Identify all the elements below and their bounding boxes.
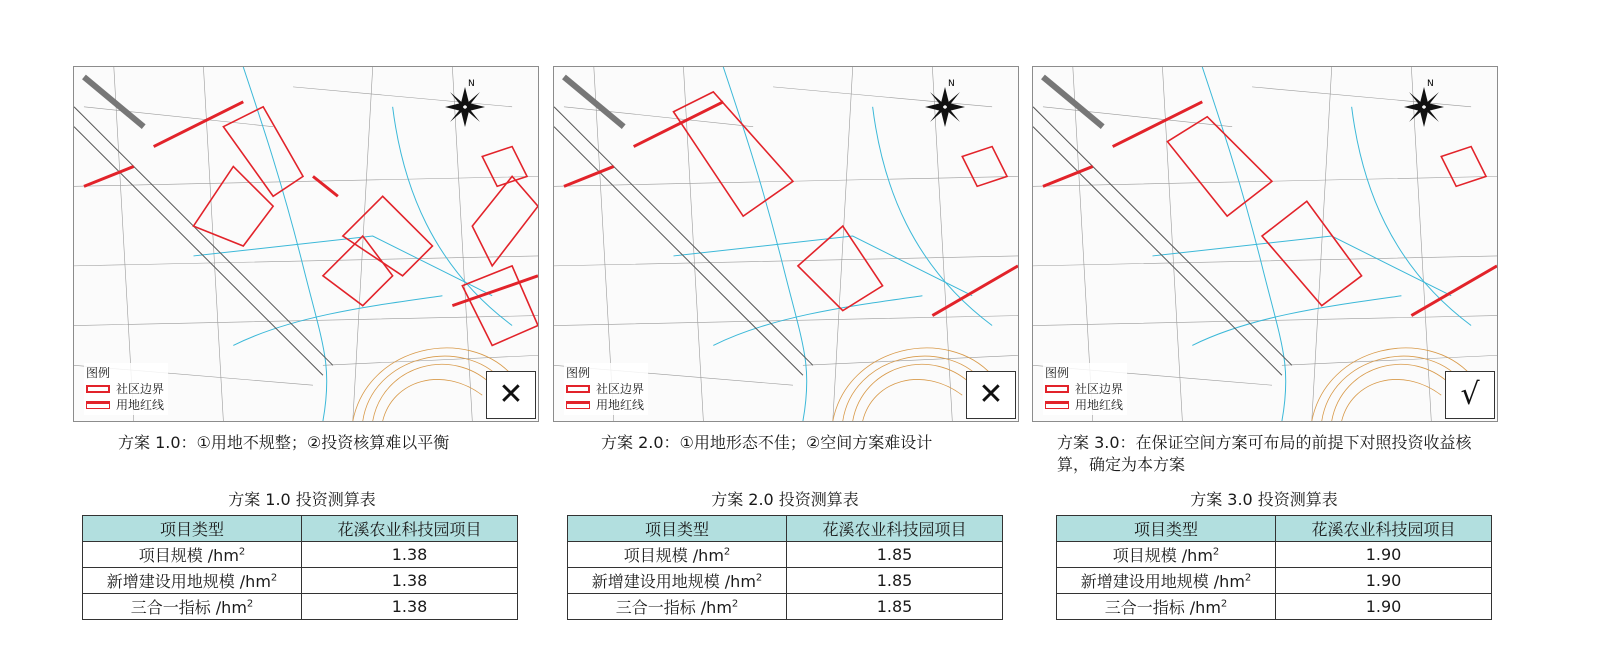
row-value: 1.90 <box>1276 542 1492 568</box>
reject-mark-box <box>486 371 536 419</box>
header-cell: 项目类型 <box>568 516 787 542</box>
header-cell: 项目类型 <box>83 516 302 542</box>
legend-item-red-line <box>566 397 644 413</box>
approve-mark-box <box>1445 371 1495 419</box>
row-value: 1.90 <box>1276 568 1492 594</box>
cross-icon: ✕ <box>978 377 1004 412</box>
plan-2-caption: 方案 2.0：①用地形态不佳；②空间方案难设计 <box>601 433 933 452</box>
legend-title: 图例 <box>566 366 591 380</box>
table-row <box>568 542 1003 568</box>
north-label: N <box>1427 79 1434 89</box>
row-label: 三合一指标 $/hm^2$ <box>568 594 787 620</box>
reject-mark-box <box>966 371 1016 419</box>
legend-item-label: 社区边界 <box>116 382 165 396</box>
legend-title: 图例 <box>86 366 111 380</box>
table-row <box>1057 568 1492 594</box>
table-header-row <box>1057 516 1492 542</box>
table-header-row <box>83 516 518 542</box>
row-label: 项目规模 $/hm^2$ <box>1057 542 1276 568</box>
red-line-swatch <box>566 401 590 409</box>
legend-title: 图例 <box>1045 366 1070 380</box>
legend-item-label: 用地红线 <box>596 398 645 412</box>
row-label: 新增建设用地规模 $/hm^2$ <box>568 568 787 594</box>
row-value: 1.85 <box>787 568 1003 594</box>
map-legend <box>1043 363 1127 415</box>
legend-item-label: 社区边界 <box>1075 382 1124 396</box>
plan-3-investment-table <box>1056 515 1492 620</box>
plan-1-caption: 方案 1.0：①用地不规整；②投资核算难以平衡 <box>118 433 450 452</box>
table-row <box>568 568 1003 594</box>
north-arrow-icon <box>440 77 490 137</box>
table-row <box>568 594 1003 620</box>
community-boundary-swatch <box>86 385 110 393</box>
row-label: 项目规模 $/hm^2$ <box>83 542 302 568</box>
header-cell: 项目类型 <box>1057 516 1276 542</box>
legend-item-label: 社区边界 <box>596 382 645 396</box>
red-line-swatch <box>1045 401 1069 409</box>
plan-2-table-title: 方案 2.0 投资测算表 <box>711 490 859 509</box>
plan-2-investment-table <box>567 515 1003 620</box>
legend-item-red-line <box>86 397 164 413</box>
row-label: 三合一指标 $/hm^2$ <box>1057 594 1276 620</box>
table-row <box>1057 542 1492 568</box>
map-legend <box>84 363 168 415</box>
header-cell: 花溪农业科技园项目 <box>302 516 518 542</box>
plan-3-map <box>1032 66 1498 422</box>
row-value: 1.38 <box>302 568 518 594</box>
header-cell: 花溪农业科技园项目 <box>787 516 1003 542</box>
plan-3-table-title: 方案 3.0 投资测算表 <box>1190 490 1338 509</box>
north-label: N <box>948 79 955 89</box>
check-icon: √ <box>1460 377 1480 412</box>
row-label: 三合一指标 $/hm^2$ <box>83 594 302 620</box>
legend-item-label: 用地红线 <box>116 398 165 412</box>
map-legend <box>564 363 648 415</box>
north-arrow-icon <box>920 77 970 137</box>
community-boundary-swatch <box>1045 385 1069 393</box>
legend-item-red-line <box>1045 397 1123 413</box>
row-label: 新增建设用地规模 $/hm^2$ <box>83 568 302 594</box>
row-value: 1.38 <box>302 594 518 620</box>
cross-icon: ✕ <box>498 377 524 412</box>
table-row <box>83 542 518 568</box>
row-value: 1.85 <box>787 542 1003 568</box>
legend-item-community-boundary <box>86 381 164 397</box>
table-header-row <box>568 516 1003 542</box>
legend-item-community-boundary <box>1045 381 1123 397</box>
community-boundary-swatch <box>566 385 590 393</box>
plan-1-table-title: 方案 1.0 投资测算表 <box>228 490 376 509</box>
plan-1-investment-table <box>82 515 518 620</box>
north-label: N <box>468 79 475 89</box>
north-arrow-icon <box>1399 77 1449 137</box>
header-cell: 花溪农业科技园项目 <box>1276 516 1492 542</box>
row-label: 新增建设用地规模 $/hm^2$ <box>1057 568 1276 594</box>
plan-1-map <box>73 66 539 422</box>
plan-2-map <box>553 66 1019 422</box>
row-label: 项目规模 $/hm^2$ <box>568 542 787 568</box>
table-row <box>1057 594 1492 620</box>
red-line-swatch <box>86 401 110 409</box>
legend-item-label: 用地红线 <box>1075 398 1124 412</box>
legend-item-community-boundary <box>566 381 644 397</box>
table-row <box>83 568 518 594</box>
row-value: 1.85 <box>787 594 1003 620</box>
row-value: 1.90 <box>1276 594 1492 620</box>
row-value: 1.38 <box>302 542 518 568</box>
plan-3-caption: 方案 3.0：在保证空间方案可布局的前提下对照投资收益核算，确定为本方案 <box>1057 433 1472 474</box>
table-row <box>83 594 518 620</box>
